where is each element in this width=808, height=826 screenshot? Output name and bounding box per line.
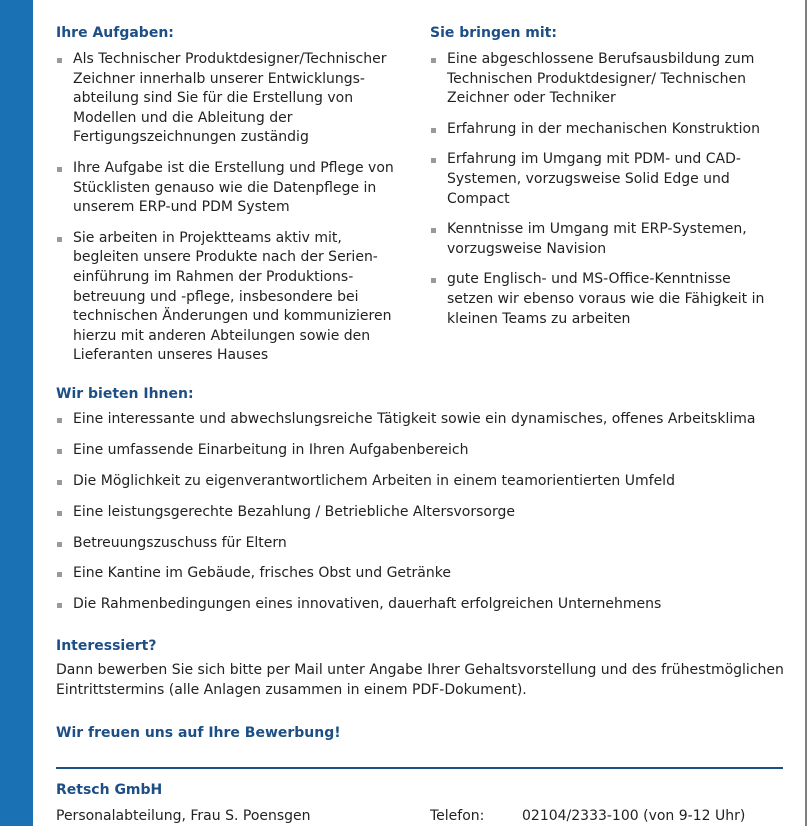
tasks-section [56,24,406,377]
requirements-heading: Sie bringen mit: [430,25,557,41]
offer-heading: Wir bieten Ihnen: [56,386,194,402]
company-name: Retsch GmbH [56,782,163,798]
list-item: Kenntnisse im Umgang mit ERP-Systemen, vorzugsweise Navision [430,220,770,259]
divider [56,767,783,769]
list-item: Ihre Aufgabe ist die Erstellung und Pflege von Stücklisten genauso wie die Datenpflege in unserem ERP-und PDM System [56,159,406,218]
list-item: Eine umfassende Einarbeitung in Ihren Aufgabenbereich [56,441,786,461]
list-item: Eine Kantine im Gebäude, frisches Obst und Getränke [56,564,786,584]
list-item: Eine abgeschlossene Berufsausbildung zum Technischen Produktdesigner/ Technischen Zeichner oder Techniker [430,50,770,109]
phone-number: 02104/2333-100 (von 9-12 Uhr) [522,808,746,824]
tasks-list [56,50,406,366]
list-item: Erfahrung im Umgang mit PDM- und CAD-Systemen, vorzugsweise Solid Edge und Compact [430,150,770,209]
list-item: Eine leistungsgerechte Bezahlung / Betriebliche Altersvorsorge [56,503,786,523]
list-item: gute Englisch- und MS-Office-Kenntnisse setzen wir ebenso voraus wie die Fähigkeit in kleinen Teams zu arbeiten [430,270,770,329]
right-border [805,0,807,826]
requirements-list [430,50,770,329]
list-item: Die Möglichkeit zu eigenverantwortlichem Arbeiten in einem teamorientierten Umfeld [56,472,786,492]
offer-list [56,410,786,615]
closing-line: Wir freuen uns auf Ihre Bewerbung! [56,725,341,741]
interest-heading: Interessiert? [56,638,157,654]
contact-department: Personalabteilung, Frau S. Poensgen [56,808,311,824]
list-item: Eine interessante und abwechslungsreiche Tätigkeit sowie ein dynamisches, offenes Arbeitsklima [56,410,786,430]
left-accent-bar [0,0,33,826]
application-instructions: Dann bewerben Sie sich bitte per Mail unter Angabe Ihrer Gehaltsvorstellung und des frühestmöglichen Eintrittstermins (alle Anlagen zusammen in einem PDF-Dokument). [56,662,784,698]
requirements-section [430,24,770,340]
list-item: Betreuungszuschuss für Eltern [56,534,786,554]
offer-section [56,385,786,626]
list-item: Sie arbeiten in Projektteams aktiv mit, begleiten unsere Produkte nach der Serien-einführung im Rahmen der Produktions-betreuung und -pflege, insbesondere bei technischen Änderungen und kommunizieren hierzu mit anderen Abteilungen sowie den Lieferanten unseres Hauses [56,229,406,366]
list-item: Als Technischer Produktdesigner/Technischer Zeichner innerhalb unserer Entwicklungs-abteilung sind Sie für die Erstellung von Modellen und die Ableitung der Fertigungszeichnungen zuständig [56,50,406,148]
tasks-heading: Ihre Aufgaben: [56,25,174,41]
list-item: Die Rahmenbedingungen eines innovativen, dauerhaft erfolgreichen Unternehmens [56,595,786,615]
interest-section [56,637,786,700]
phone-label: Telefon: [430,808,485,824]
list-item: Erfahrung in der mechanischen Konstruktion [430,120,770,140]
